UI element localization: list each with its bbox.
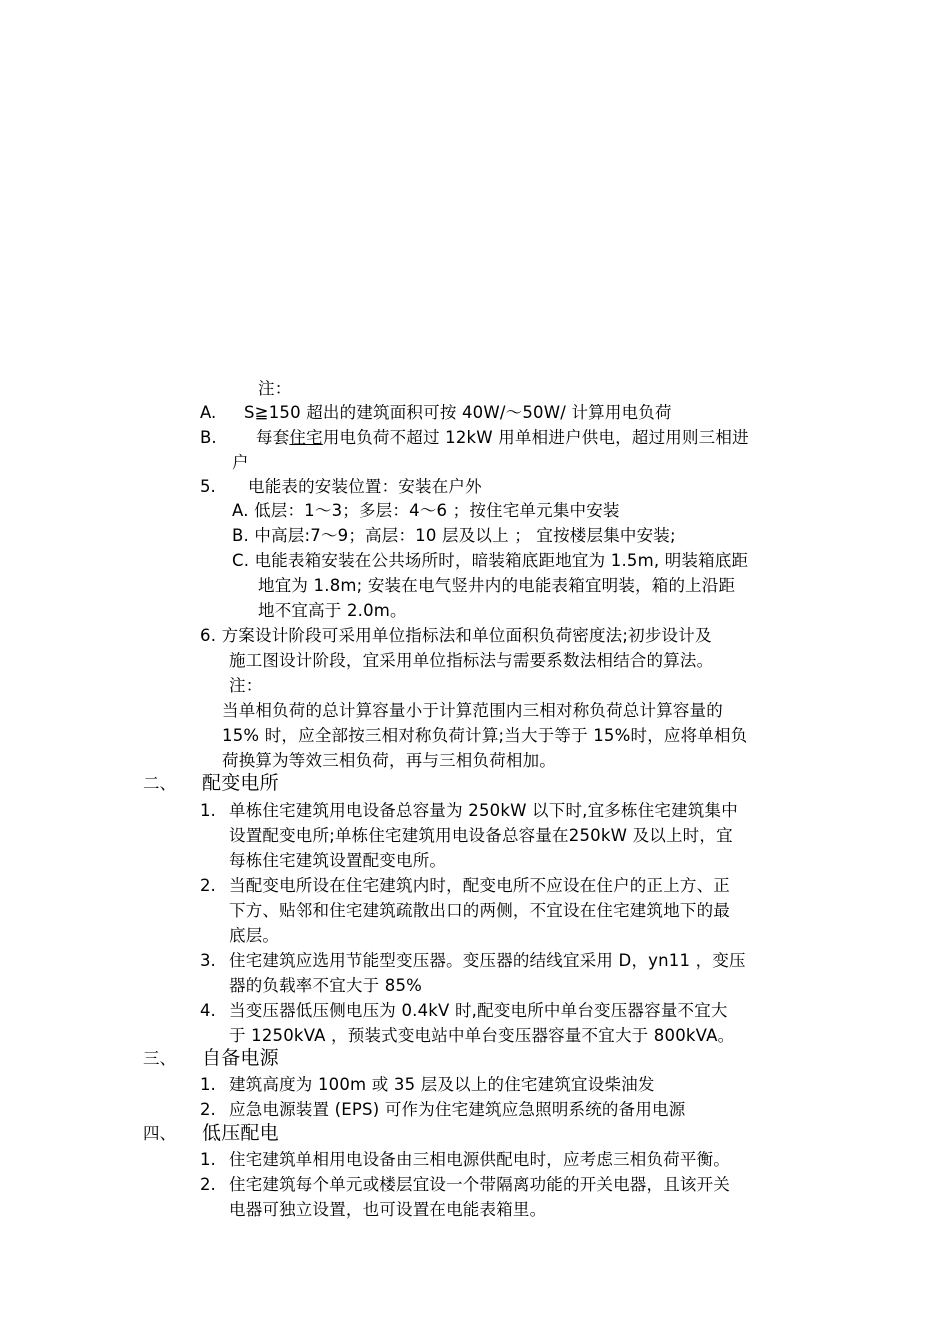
text-line: 每栋住宅建筑设置配变电所。 [229,851,447,870]
text-line: B. 中高层:7～9；高层：10 层及以上 ； 宜按楼层集中安装; [232,526,676,545]
text-line: 地宜为 1.8m; 安装在电气竖井内的电能表箱宜明装，箱的上沿距 [258,576,736,595]
list-marker: 1. [200,1075,216,1094]
list-marker: B. [200,428,217,447]
list-marker: 2. [200,1175,216,1194]
text-line: 当单相负荷的总计算容量小于计算范围内三相对称负荷总计算容量的 [222,701,723,720]
text-line: 建筑高度为 100m 或 35 层及以上的住宅建筑宜设柴油发 [229,1075,655,1094]
underlined-text: 住宅 [289,428,323,447]
text-segment: 用电负荷不超过 12kW 用单相进户供电，超过用则三相进 [322,428,749,447]
section-heading: 低压配电 [202,1122,279,1144]
text-line: S≧150 超出的建筑面积可按 40W/～50W/ 计算用电负荷 [244,403,672,422]
text-line: 底层。 [229,926,280,945]
text-line [256,425,749,450]
text-line: 注： [229,676,263,695]
text-line: 电能表的安装位置：安装在户外 [248,477,482,496]
section-number: 四、 [143,1124,176,1143]
list-marker: 2. [200,1100,216,1119]
text-line: 荷换算为等效三相负荷，再与三相负荷相加。 [222,751,556,770]
list-marker: 5. [200,477,216,496]
section-number: 三、 [143,1049,176,1068]
text-line: C. 电能表箱安装在公共场所时，暗装箱底距地宜为 1.5m, 明装箱底距 [232,551,749,570]
text-line: 住宅建筑应选用节能型变压器。变压器的结线宜采用 D，yn11 ，变压 [229,951,746,970]
text-line: 当变压器低压侧电压为 0.4kV 时,配变电所中单台变压器容量不宜大 [229,1001,728,1020]
text-line: 住宅建筑每个单元或楼层宜设一个带隔离功能的开关电器，且该开关 [229,1175,730,1194]
text-line: 15% 时，应全部按三相对称负荷计算;当大于等于 15%时，应将单相负 [222,726,748,745]
text-line: 于 1250kVA ，预装式变电站中单台变压器容量不宜大于 800kVA。 [229,1026,735,1045]
list-marker: 3. [200,951,216,970]
text-line: 设置配变电所;单栋住宅建筑用电设备总容量在250kW 及以上时，宜 [229,826,733,845]
section-heading: 配变电所 [202,772,279,794]
list-marker: 1. [200,1150,216,1169]
text-line: 住宅建筑单相用电设备由三相电源供配电时，应考虑三相负荷平衡。 [229,1150,730,1169]
list-marker: A. [200,403,217,422]
text-line: 施工图设计阶段，宜采用单位指标法与需要系数法相结合的算法。 [229,651,714,670]
list-marker: 4. [200,1001,216,1020]
text-line: 户 [232,453,249,472]
text-line: A. 低层：1～3；多层：4～6 ；按住宅单元集中安装 [232,501,620,520]
text-line: 器的负载率不宜大于 85% [229,976,423,995]
text-segment: 每套 [256,428,290,447]
text-line: 电器可独立设置，也可设置在电能表箱里。 [229,1200,547,1219]
section-heading: 自备电源 [202,1047,279,1069]
text-line: 应急电源装置 (EPS) 可作为住宅建筑应急照明系统的备用电源 [229,1100,686,1119]
text-line: 6. 方案设计阶段可采用单位指标法和单位面积负荷密度法;初步设计及 [200,626,712,645]
text-line: 注： [258,379,292,398]
text-line: 下方、贴邻和住宅建筑疏散出口的两侧，不宜设在住宅建筑地下的最 [229,901,730,920]
text-line: 单栋住宅建筑用电设备总容量为 250kW 以下时,宜多栋住宅建筑集中 [229,801,738,820]
section-number: 二、 [143,774,176,793]
list-marker: 2. [200,876,216,895]
list-marker: 1. [200,801,216,820]
text-line: 当配变电所设在住宅建筑内时，配变电所不应设在住户的正上方、正 [229,876,730,895]
text-line: 地不宜高于 2.0m。 [258,601,407,620]
